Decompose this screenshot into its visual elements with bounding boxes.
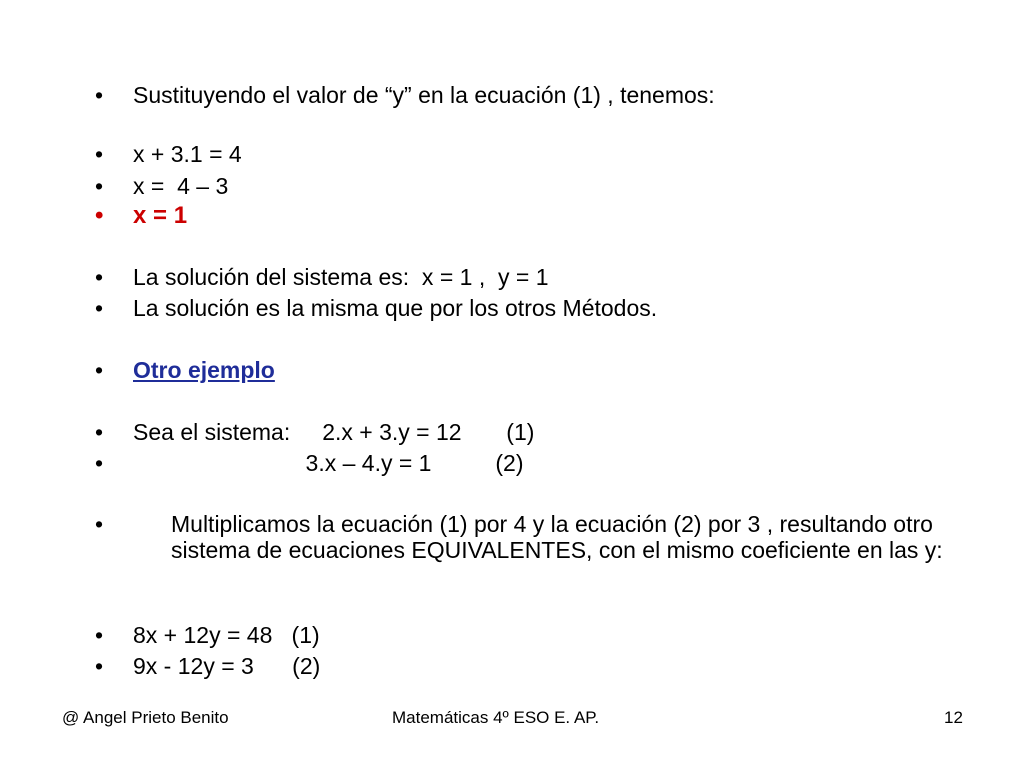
line-text: La solución del sistema es: x = 1 , y = 1 <box>133 264 549 290</box>
bullet-icon: • <box>95 357 104 383</box>
bullet-icon: • <box>95 511 104 537</box>
bullet-line-multiply <box>95 511 975 563</box>
another-example-link[interactable]: Otro ejemplo <box>133 357 275 383</box>
footer-author: @ Angel Prieto Benito <box>62 708 229 727</box>
line-text: Multiplicamos la ecuación (1) por 4 y la ecuación (2) por 3 , resultando otro sistema de ecuaciones EQUIVALENTES, con el mismo coeficiente en las y: <box>171 511 943 563</box>
bullet-icon: • <box>95 202 104 229</box>
bullet-icon: • <box>95 82 104 108</box>
bullet-icon: • <box>95 141 104 167</box>
bullet-icon: • <box>95 653 104 679</box>
line-text: x + 3.1 = 4 <box>133 141 242 167</box>
line-text: La solución es la misma que por los otros Métodos. <box>133 295 658 321</box>
line-text: 3.x – 4.y = 1 (2) <box>133 450 524 476</box>
footer-course: Matemáticas 4º ESO E. AP. <box>392 708 600 727</box>
line-text: Sustituyendo el valor de “y” en la ecuación (1) , tenemos: <box>133 82 715 108</box>
bullet-icon: • <box>95 173 104 199</box>
footer-page-number: 12 <box>944 708 963 727</box>
line-text: x = 4 – 3 <box>133 173 229 199</box>
line-text: Sea el sistema: 2.x + 3.y = 12 (1) <box>133 419 535 445</box>
result-text: x = 1 <box>133 202 188 229</box>
line-text: 9x - 12y = 3 (2) <box>133 653 321 679</box>
bullet-icon: • <box>95 419 104 445</box>
bullet-line-equation <box>95 653 975 757</box>
bullet-icon: • <box>95 295 104 321</box>
line-text: 8x + 12y = 48 (1) <box>133 622 320 648</box>
bullet-icon: • <box>95 622 104 648</box>
bullet-icon: • <box>95 264 104 290</box>
bullet-icon: • <box>95 450 104 476</box>
